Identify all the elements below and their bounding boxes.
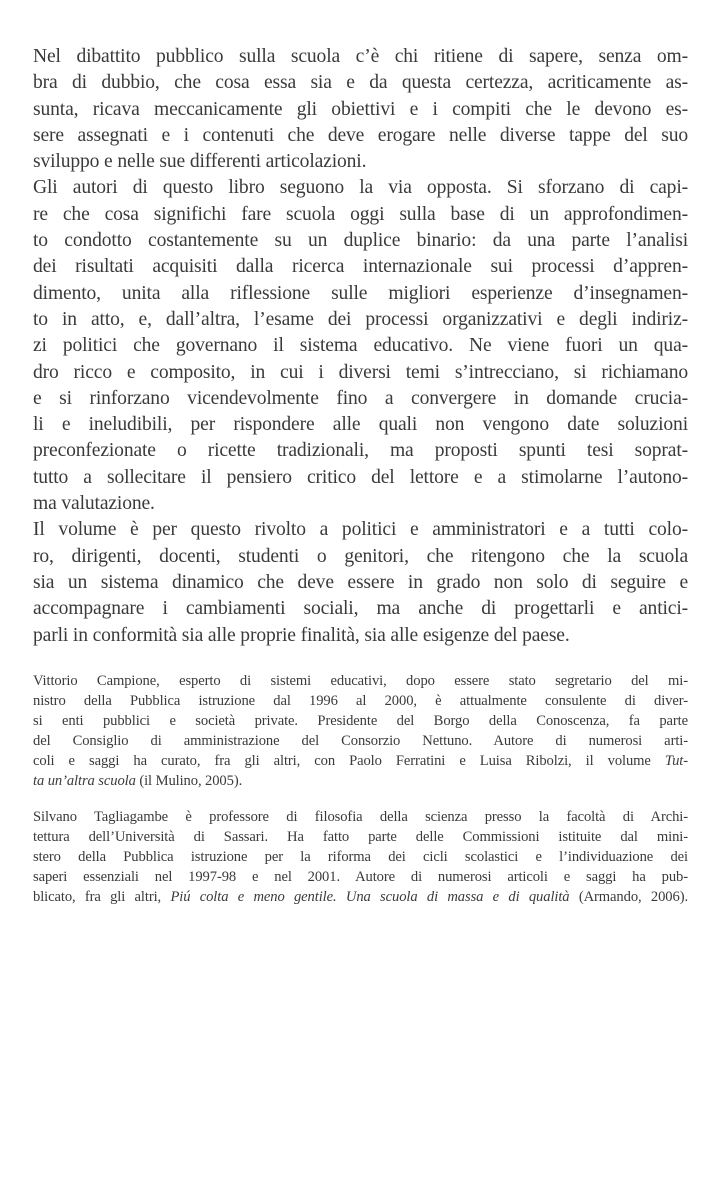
text-segment: (il Mulino, 2005). — [135, 772, 243, 789]
text-line: dimento, unita alla riflessione sulle migliori esperienze d’insegnamen- — [33, 282, 688, 304]
text-line: sviluppo e nelle sue differenti articolazioni. — [33, 151, 367, 173]
book-blurb — [33, 44, 688, 649]
back-cover-page — [33, 44, 688, 923]
text-line: Gli autori di questo libro seguono la via opposta. Si sforzano di capi- — [33, 177, 688, 199]
text-line: sia un sistema dinamico che deve essere in grado non solo di seguire e — [33, 571, 688, 593]
text-line: parli in conformità sia alle proprie finalità, sia alle esigenze del paese. — [33, 624, 570, 646]
text-line: si enti pubblici e società private. Presidente del Borgo della Conoscenza, fa parte — [33, 712, 688, 729]
text-line: to in atto, e, dall’altra, l’esame dei processi organizzativi e degli indiriz- — [33, 308, 688, 330]
text-line: e si rinforzano vicendevolmente fino a convergere in domande crucia- — [33, 387, 688, 409]
text-line: zi politici che governano il sistema educativo. Ne viene fuori un qua- — [33, 335, 688, 357]
author-bios — [33, 671, 688, 907]
text-line: Il volume è per questo rivolto a politici e amministratori e a tutti colo- — [33, 519, 688, 541]
text-line: to condotto costantemente su un duplice binario: da una parte l’analisi — [33, 230, 688, 252]
text-line: sunta, ricava meccanicamente gli obiettivi e i compiti che le devono es- — [33, 98, 688, 120]
text-line: tettura dell’Università di Sassari. Ha fatto parte delle Commissioni istituite dal mini- — [33, 828, 688, 845]
text-segment: blicato, fra gli altri, — [33, 888, 171, 905]
text-line: sere assegnati e i contenuti che deve erogare nelle diverse tappe del suo — [33, 124, 688, 146]
book-title: Piú colta e meno gentile. Una scuola di massa e di qualità — [170, 888, 570, 905]
text-line: dro ricco e composito, in cui i diversi temi s’intrecciano, si richiamano — [33, 361, 688, 383]
text-line: ma valutazione. — [33, 493, 155, 515]
text-line: li e ineludibili, per rispondere alle quali non vengono date soluzioni — [33, 414, 688, 436]
text-line: del Consiglio di amministrazione del Consorzio Nettuno. Autore di numerosi arti- — [33, 732, 688, 749]
text-line: bra di dubbio, che cosa essa sia e da questa certezza, acriticamente as- — [33, 72, 688, 94]
text-line: dei risultati acquisiti dalla ricerca internazionale sui processi d’appren- — [33, 256, 688, 278]
text-line: tutto a sollecitare il pensiero critico del lettore e a stimolarne l’autono- — [33, 466, 688, 488]
text-line: ro, dirigenti, docenti, studenti o genitori, che ritengono che la scuola — [33, 545, 688, 567]
blurb-paragraph-1 — [33, 44, 688, 175]
text-line — [33, 771, 688, 791]
text-line — [33, 751, 688, 771]
text-line: Silvano Tagliagambe è professore di filosofia della scienza presso la facoltà di Archi- — [33, 808, 688, 825]
bio-vittorio-campione — [33, 671, 688, 791]
text-line: stero della Pubblica istruzione per la riforma dei cicli scolastici e l’individuazione dei — [33, 848, 688, 865]
book-title: ta un’altra scuola — [33, 772, 136, 789]
text-line: preconfezionate o ricette tradizionali, ma proposti spunti tesi soprat- — [33, 440, 688, 462]
blurb-paragraph-3 — [33, 517, 688, 648]
bio-silvano-tagliagambe — [33, 807, 688, 907]
blurb-paragraph-2 — [33, 175, 688, 517]
text-line: Nel dibattito pubblico sulla scuola c’è chi ritiene di sapere, senza om- — [33, 46, 688, 67]
book-title: Tut- — [664, 752, 688, 769]
text-segment: (Armando, 2006). — [569, 888, 688, 905]
text-line: Vittorio Campione, esperto di sistemi educativi, dopo essere stato segretario del mi- — [33, 672, 688, 689]
text-segment: coli e saggi ha curato, fra gli altri, con Paolo Ferratini e Luisa Ribolzi, il volume — [33, 752, 665, 769]
text-line: re che cosa significhi fare scuola oggi sulla base di un approfondimen- — [33, 203, 688, 225]
text-line: nistro della Pubblica istruzione dal 1996 al 2000, è attualmente consulente di diver- — [33, 692, 688, 709]
text-line — [33, 887, 688, 907]
text-line: accompagnare i cambiamenti sociali, ma anche di progettarli e antici- — [33, 598, 688, 620]
text-line: saperi essenziali nel 1997-98 e nel 2001. Autore di numerosi articoli e saggi ha pub- — [33, 868, 688, 885]
